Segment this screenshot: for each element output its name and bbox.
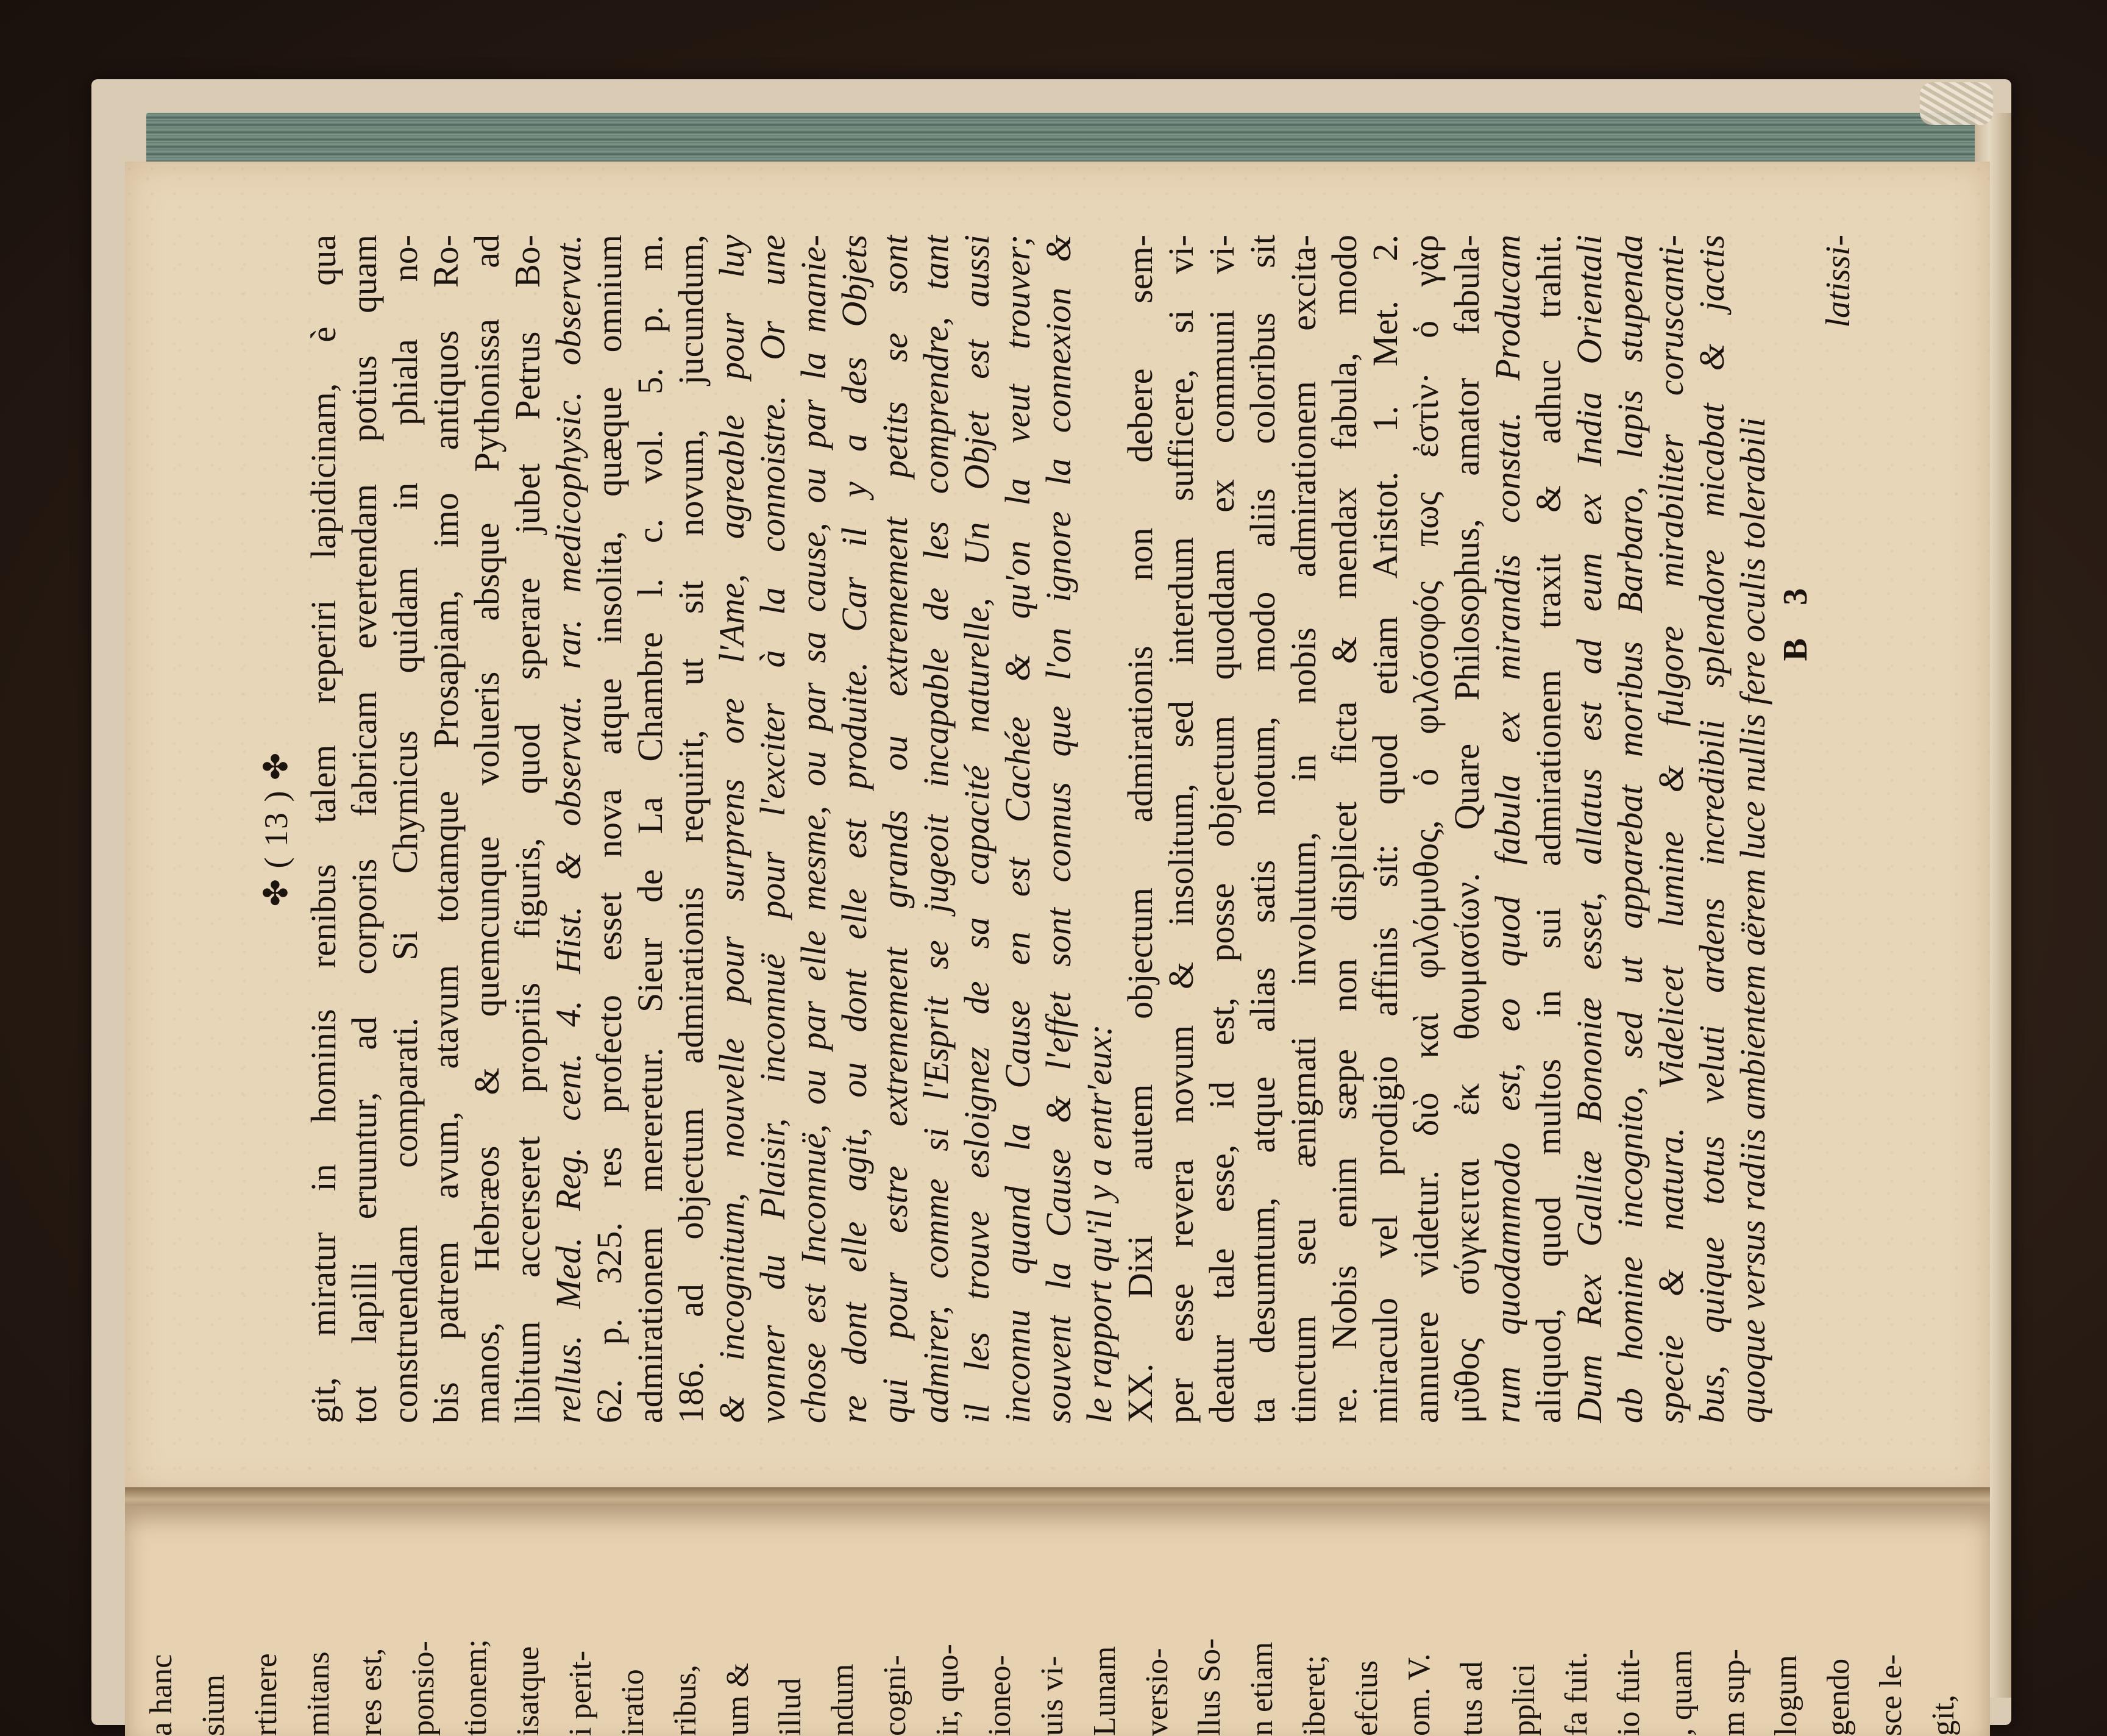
facing-line-fragment: sce le- xyxy=(1874,1654,1908,1736)
facing-line-fragment: isatque xyxy=(511,1646,545,1736)
text-line: rum quodammodo est, eo quod fabula ex mirandis constat. Producam xyxy=(1488,235,1527,1423)
body-text xyxy=(303,235,1773,1423)
text-line: bis patrem avum, atavum totamque Prosapiam, imo antiquos Ro- xyxy=(426,235,466,1423)
facing-line-fragment: uis vi- xyxy=(1035,1656,1070,1736)
text-line: il les trouve esloignez de sa capacité naturelle, Un Objet est aussi xyxy=(957,235,997,1423)
facing-line-fragment: tus ad xyxy=(1454,1661,1489,1736)
signature-mark: B 3 xyxy=(1777,576,1814,661)
text-line: & incognitum, nouvelle pour surprens ore l'Ame, agreable pour luy xyxy=(712,235,751,1423)
facing-line-fragment: versio- xyxy=(1140,1648,1174,1736)
text-line: manos, Hebræos & quemcunque volueris absque Pythonissa ad xyxy=(467,235,506,1423)
facing-line-fragment: iberet; xyxy=(1297,1655,1332,1736)
facing-line-fragment: llus So- xyxy=(1192,1638,1227,1736)
text-line: aliquod, quod multos in sui admirationem traxit & adhuc trahit. xyxy=(1529,235,1568,1423)
text-line: re dont elle agit, ou dont elle est produite. Car il y a des Objets xyxy=(834,235,874,1423)
binding-thread xyxy=(1920,82,1993,125)
facing-line-fragment: git, xyxy=(1926,1695,1961,1736)
text-line: rellus. Med. Reg. cent. 4. Hist. & observat. rar. medicophysic. observat. xyxy=(549,235,588,1423)
text-line: qui pour estre extremement grands ou extremement petits se sont xyxy=(875,235,915,1423)
facing-line-fragment: sium xyxy=(196,1674,231,1736)
page-number: ( 13 ) xyxy=(258,789,294,869)
facing-line-fragment: illud xyxy=(773,1677,808,1736)
text-line: libitum accerseret propriis figuris, quod sperare jubet Petrus Bo- xyxy=(508,235,547,1423)
facing-line-fragment: Lunam xyxy=(1087,1646,1122,1736)
facing-line-fragment: i perit- xyxy=(563,1650,598,1736)
text-line: quoque versus radiis ambientem aërem luce nullis fere oculis tolerabili xyxy=(1733,417,1772,1423)
facing-line-fragment: iratio xyxy=(616,1669,650,1736)
text-line: per esse revera novum & insolitum, sed interdum sufficere, si vi- xyxy=(1161,235,1201,1423)
text-line: bus, quique totus veluti ardens incredibili splendore micabat & jactis xyxy=(1692,235,1732,1423)
catchword: latissi- xyxy=(1819,235,1857,328)
facing-line-fragment: ndum xyxy=(825,1663,860,1736)
text-line: ab homine incognito, sed ut apparebat moribus Barbaro, lapis stupenda xyxy=(1610,235,1650,1423)
facing-line-fragment: rtinere xyxy=(249,1653,283,1736)
text-line: re. Nobis enim sæpe non displicet ficta & mendax fabula, modo xyxy=(1324,235,1364,1423)
text-line: admirer, comme si l'Esprit se jugeoit incapable de les comprendre, tant xyxy=(916,235,956,1423)
facing-line-fragment: fa fuit. xyxy=(1559,1651,1594,1736)
text-line: miraculo vel prodigio affinis sit: quod etiam Aristot. 1. Met. 2. xyxy=(1365,235,1405,1423)
facing-line-fragment: io fuit- xyxy=(1611,1649,1646,1736)
text-line: deatur tale esse, id est, posse objectum quoddam ex communi vi- xyxy=(1202,235,1242,1423)
facing-line-fragment: ponsio- xyxy=(406,1641,441,1736)
facing-line-fragment: ribus, xyxy=(668,1665,703,1736)
facing-line-fragment: ir, quo- xyxy=(930,1644,965,1736)
ornament-left-icon: ✤ xyxy=(258,877,294,907)
facing-page xyxy=(125,1506,1990,1736)
text-line: admirationem mereretur. Sieur de La Chambre l. c. vol. 5. p. m. xyxy=(630,235,670,1423)
text-line: tinctum seu ænigmati involutum, in nobis admirationem excita- xyxy=(1284,235,1323,1423)
facing-line-fragment: gendo xyxy=(1821,1658,1856,1736)
facing-line-fragment: a hanc xyxy=(144,1654,179,1736)
text-line: 62. p. 325. res profecto esset nova atque insolita, quæque omnium xyxy=(589,235,629,1423)
facing-page-text xyxy=(125,1506,1990,1736)
text-line: chose est Inconnuë, ou par elle mesme, ou par sa cause, ou par la manie- xyxy=(794,235,833,1423)
text-line: ta desumtum, atque alias satis notum, modo aliis coloribus sit xyxy=(1243,235,1282,1423)
facing-line-fragment: res est, xyxy=(354,1648,388,1736)
text-line: le rapport qu'il y a entr'eux: xyxy=(1079,1024,1119,1423)
text-line: Dum Rex Galliæ Bononiæ esset, allatus est ad eum ex India Orientali xyxy=(1569,235,1609,1423)
facing-line-fragment: tionem; xyxy=(458,1639,493,1736)
text-line: 186. ad objectum admirationis requirit, ut sit novum, jucundum, xyxy=(671,235,711,1423)
text-line: vonner du Plaisir, inconnuë pour l'exciter à la connoistre. Or une xyxy=(753,235,792,1423)
text-line: annuere videtur. διὸ καὶ φιλόμυθος, ὁ φιλόσοφός πως ἐστὶν· ὁ γὰρ xyxy=(1406,235,1446,1423)
text-line: specie & natura. Videlicet lumine & fulgore mirabiliter coruscanti- xyxy=(1651,235,1691,1423)
text-line: souvent la Cause & l'effet sont connus que l'on ignore la connexion & xyxy=(1039,235,1078,1423)
text-line: inconnu quand la Cause en est Cachée & qu'on la veut trouver; xyxy=(998,235,1037,1423)
facing-line-fragment: , quam xyxy=(1664,1649,1699,1736)
page-edges xyxy=(146,113,2011,168)
facing-line-fragment: m sup- xyxy=(1716,1649,1751,1736)
facing-line-fragment: n etiam xyxy=(1245,1642,1279,1736)
text-line: git, miratur in hominis renibus talem reperiri lapidicinam, è qua xyxy=(304,235,343,1423)
text-line: μῦθος σύγκειται ἐκ θαυμασίων. Quare Philosophus, amator fabula- xyxy=(1447,235,1487,1423)
facing-line-fragment: pplici xyxy=(1507,1663,1541,1736)
facing-line-fragment: cogni- xyxy=(878,1655,912,1736)
text-line: XX. Dixi autem objectum admirationis non debere sem- xyxy=(1120,235,1160,1423)
ornament-right-icon: ✤ xyxy=(258,751,294,781)
facing-line-fragment: logum xyxy=(1769,1655,1803,1736)
facing-line-fragment: mitans xyxy=(301,1651,336,1736)
facing-line-fragment: efcius xyxy=(1349,1660,1384,1736)
facing-line-fragment: um & xyxy=(720,1663,755,1736)
facing-line-fragment: ioneo- xyxy=(982,1655,1017,1736)
text-line: construendam comparati. Si Chymicus quidam in phiala no- xyxy=(385,235,425,1423)
page-text-block xyxy=(256,235,1857,1423)
page-header xyxy=(256,235,297,1423)
facing-line-fragment: om. V. xyxy=(1402,1653,1437,1736)
text-line: tot lapilli eruuntur, ad corporis fabricam evertendam potius quam xyxy=(344,235,384,1423)
